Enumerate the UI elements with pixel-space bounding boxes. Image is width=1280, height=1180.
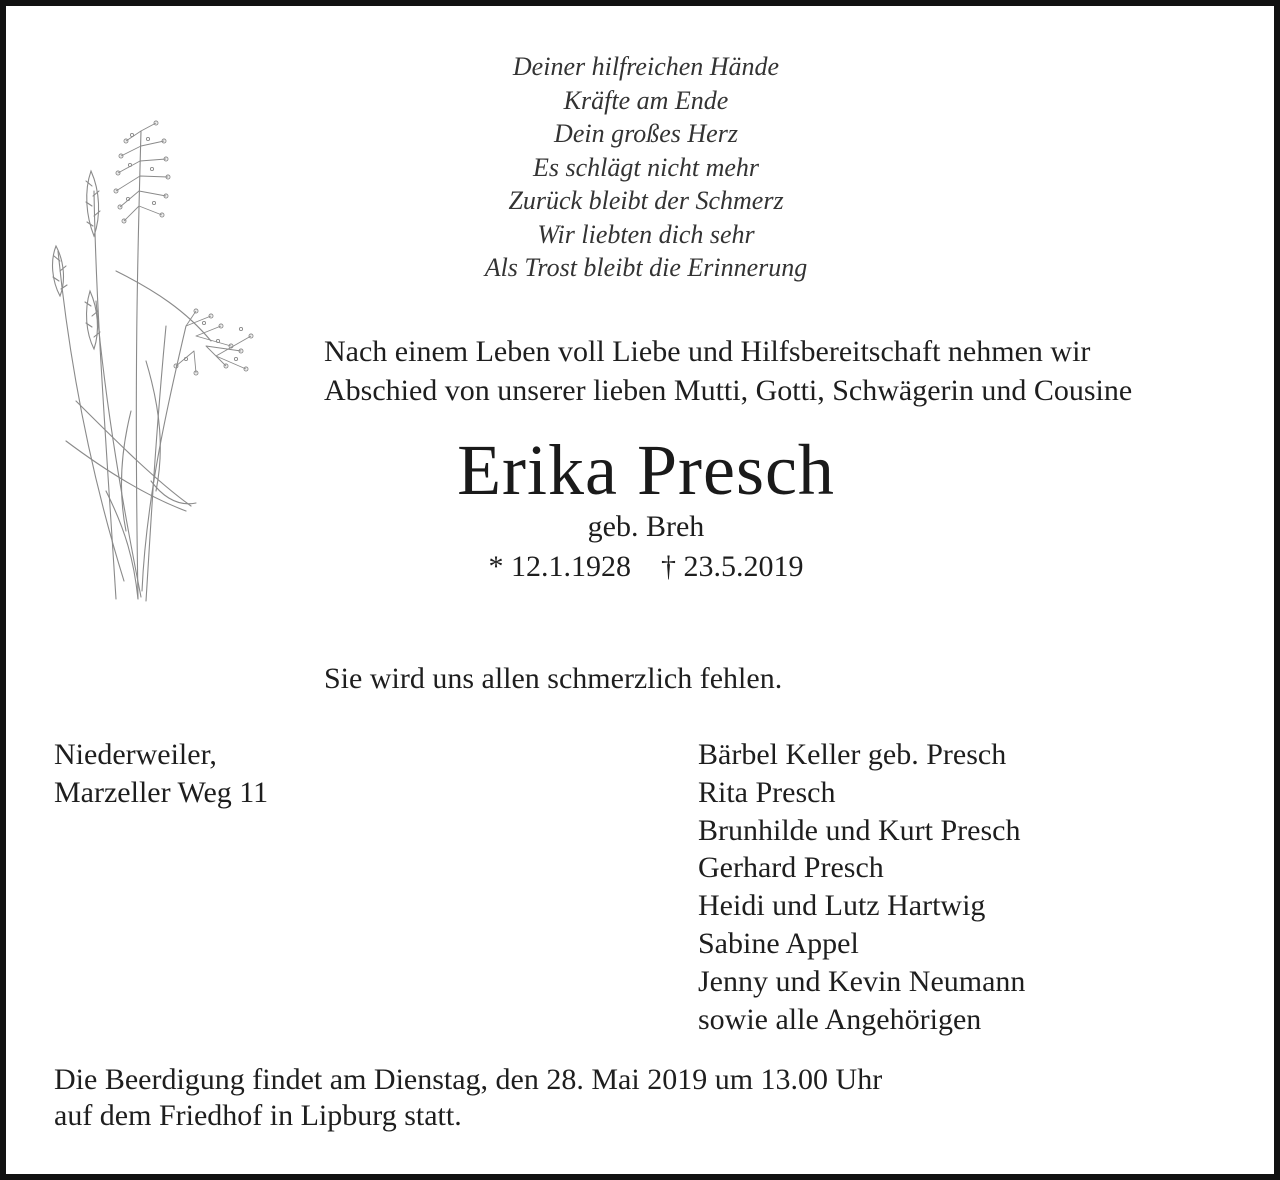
poem-line: Deiner hilfreichen Hände — [512, 52, 780, 81]
mourners-list — [698, 736, 1025, 1038]
funeral-info — [54, 1062, 882, 1134]
poem-line: Dein großes Herz — [554, 119, 738, 148]
funeral-line: auf dem Friedhof in Lipburg statt. — [54, 1099, 462, 1132]
poem-line: Wir liebten dich sehr — [537, 219, 755, 249]
funeral-line: Die Beerdigung findet am Dienstag, den 28. Mai 2019 um 13.00 Uhr — [54, 1063, 883, 1096]
mourner-name: Heidi und Lutz Hartwig — [698, 889, 986, 923]
intro-line: Nach einem Leben voll Liebe und Hilfsbereitschaft nehmen wir — [324, 335, 1091, 368]
mourner-name: Bärbel Keller geb. Presch — [698, 738, 1007, 771]
maiden-name: geb. Breh — [587, 510, 705, 543]
mourner-name: sowie alle Angehörigen — [698, 1002, 982, 1036]
deceased-name: Erika Presch — [457, 430, 835, 510]
mourner-name: Brunhilde und Kurt Presch — [698, 813, 1021, 847]
poem-line: Als Trost bleibt die Erinnerung — [484, 253, 808, 282]
poem — [6, 50, 1280, 285]
life-dates: * 12.1.1928 † 23.5.2019 — [488, 550, 804, 583]
intro-text — [324, 332, 1264, 410]
mourner-name: Sabine Appel — [698, 926, 859, 960]
address-line: Niederweiler, — [54, 738, 217, 771]
mourner-name: Gerhard Presch — [698, 851, 884, 885]
poem-line: Kräfte am Ende — [563, 85, 729, 115]
intro-line: Abschied von unserer lieben Mutti, Gotti, Schwägerin und Cousine — [324, 374, 1133, 407]
poem-line: Zurück bleibt der Schmerz — [508, 186, 784, 215]
closing-line: Sie wird uns allen schmerzlich fehlen. — [324, 662, 783, 695]
address — [54, 736, 268, 812]
mourner-name: Jenny und Kevin Neumann — [698, 964, 1026, 998]
address-line: Marzeller Weg 11 — [54, 776, 269, 809]
poem-line: Es schlägt nicht mehr — [532, 152, 760, 182]
mourner-name: Rita Presch — [698, 775, 836, 809]
